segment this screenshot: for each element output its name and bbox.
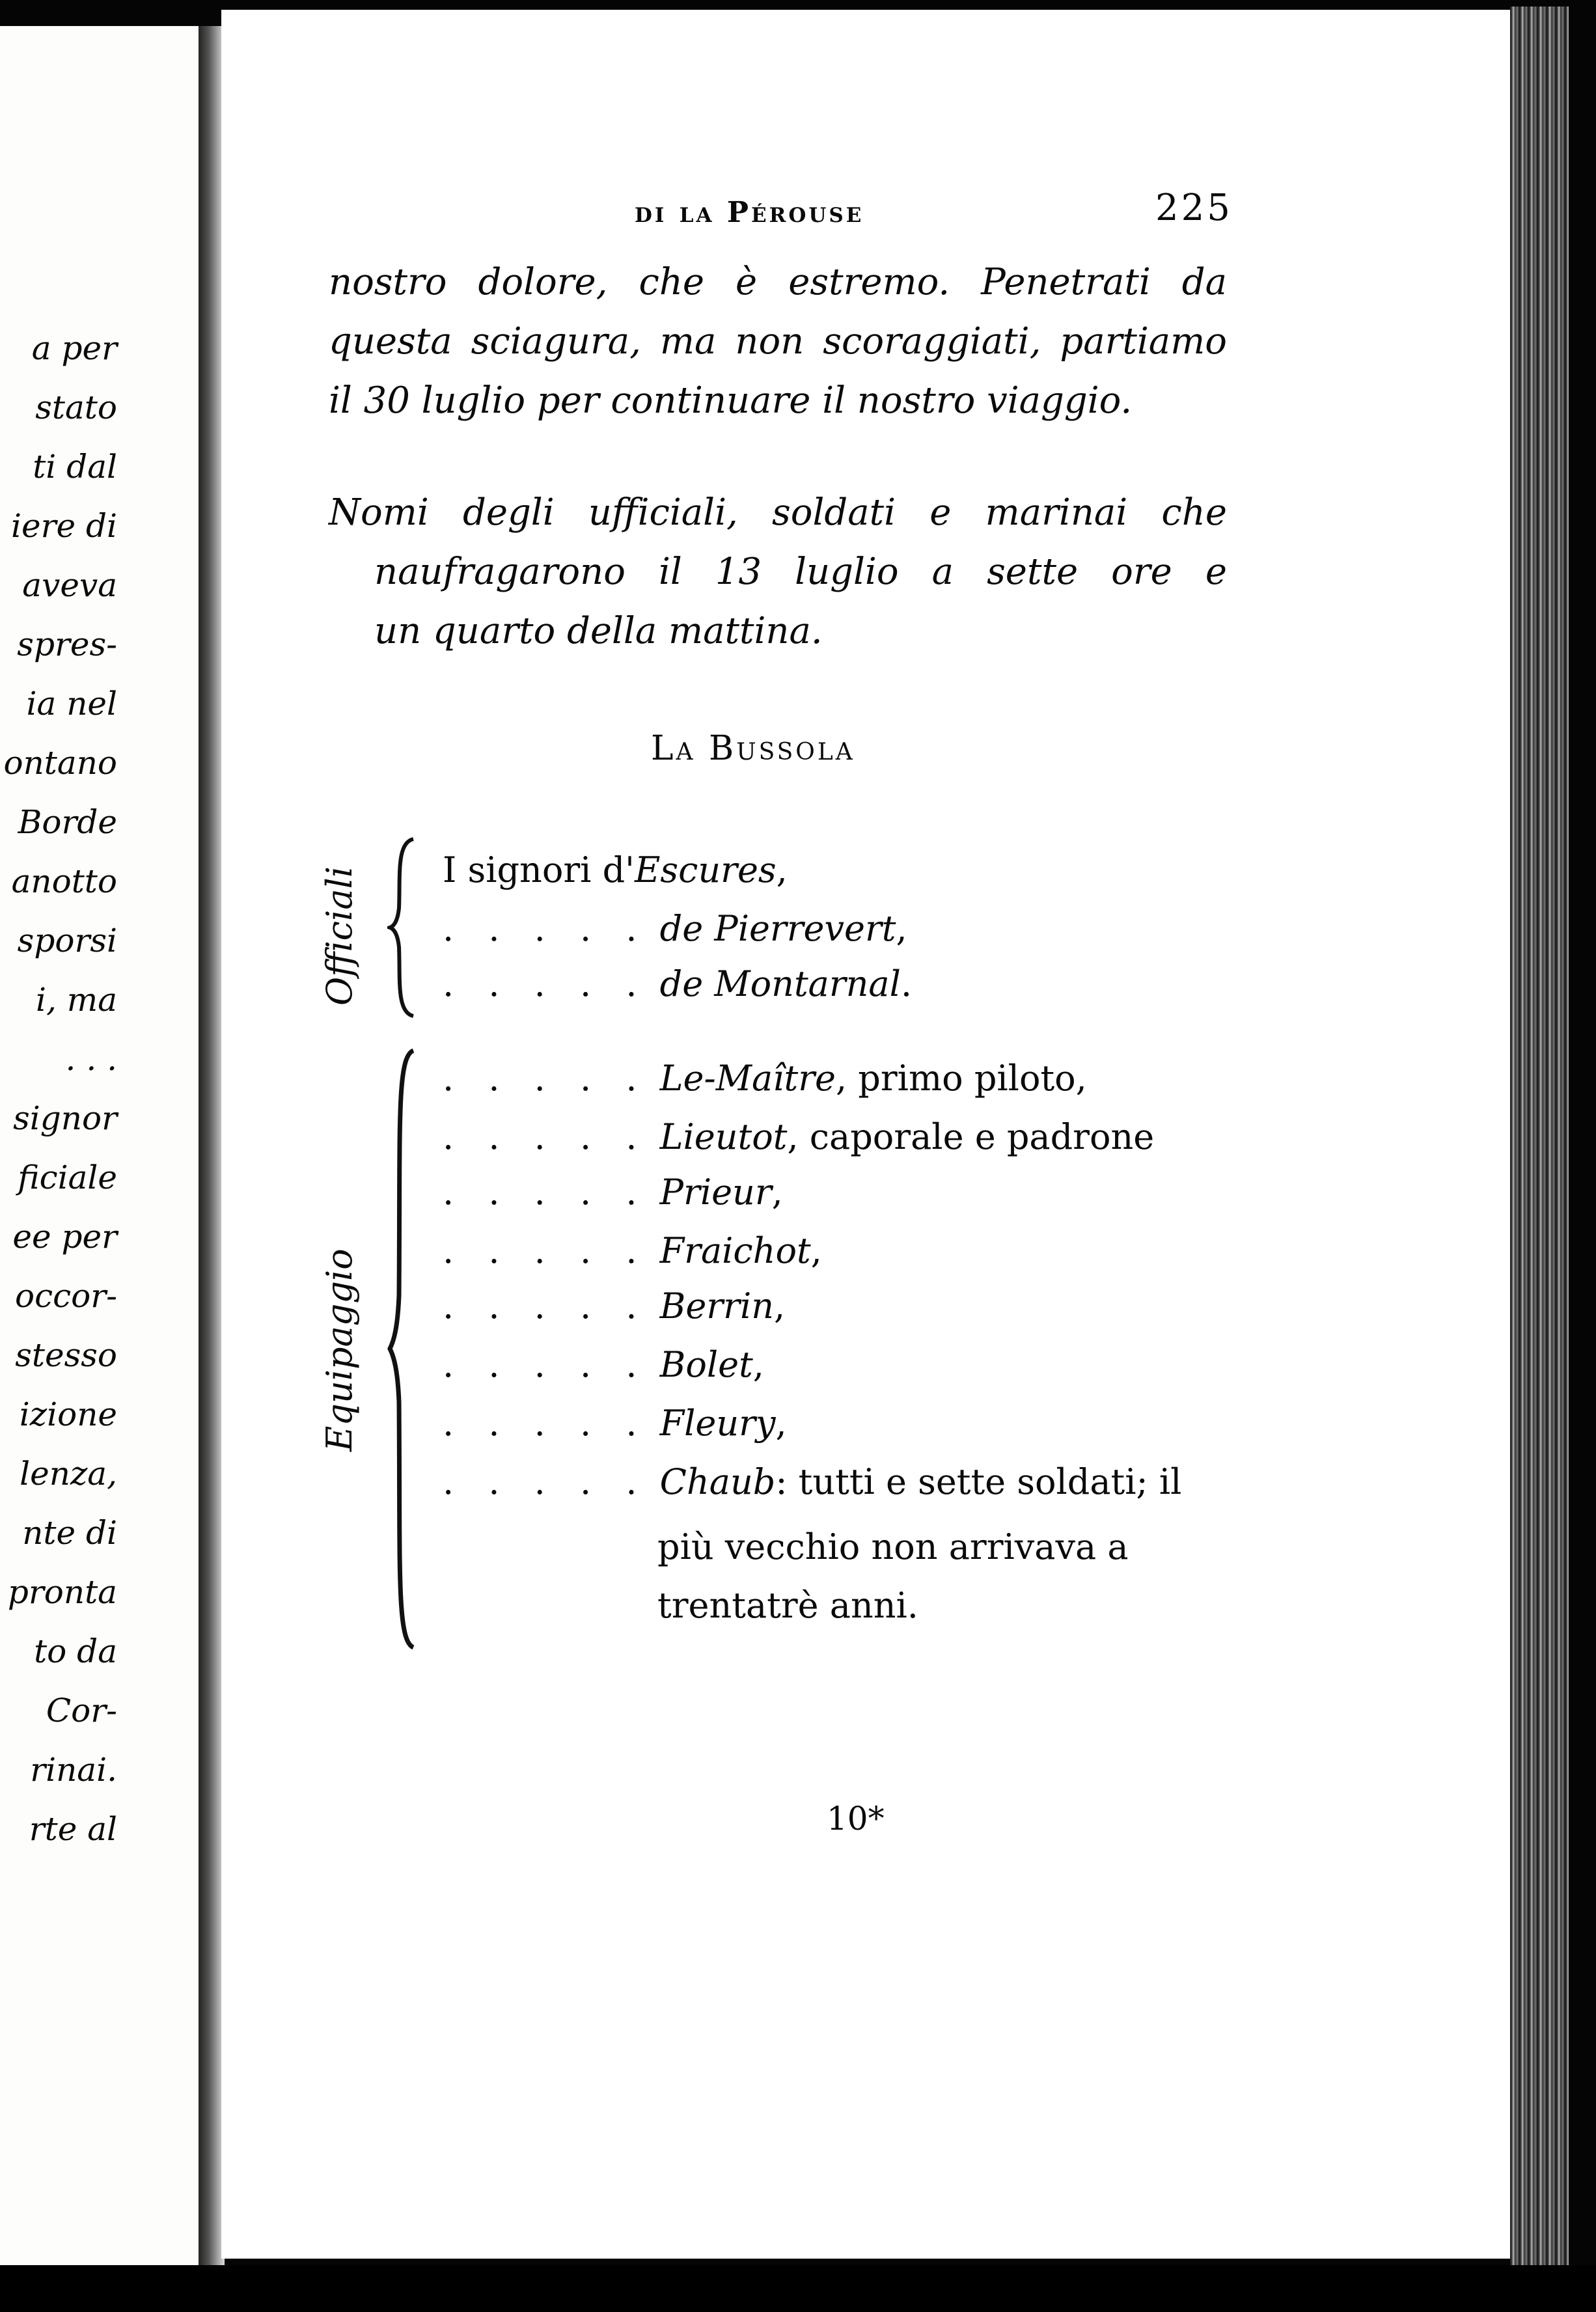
book-page-edges bbox=[1510, 7, 1569, 2265]
left-page-line: . . . bbox=[65, 1040, 117, 1078]
text-line: un quarto della mattina. bbox=[374, 610, 823, 652]
left-page-line: stesso bbox=[15, 1336, 117, 1374]
left-page-line: rinai. bbox=[30, 1751, 117, 1789]
left-page-line: ee per bbox=[12, 1218, 117, 1256]
left-page-line: stato bbox=[35, 389, 117, 426]
left-page-line: ia nel bbox=[26, 685, 117, 722]
left-page-line: rte al bbox=[29, 1810, 117, 1848]
officers-label: Officiali bbox=[319, 866, 360, 1006]
running-title: di la Pérouse bbox=[635, 196, 864, 229]
left-page-line: iere di bbox=[11, 507, 117, 545]
left-page-line: i, ma bbox=[36, 981, 117, 1019]
crew-note-line: trentatrè anni. bbox=[657, 1585, 918, 1626]
left-page-line: spres- bbox=[17, 626, 117, 663]
crew-entry: . . . . . Prieur, bbox=[443, 1172, 783, 1213]
left-page-line: anotto bbox=[11, 862, 117, 900]
left-page-line: lenza, bbox=[20, 1455, 117, 1493]
crew-brace bbox=[387, 1048, 420, 1650]
names-paragraph bbox=[329, 483, 1227, 661]
text-line: nostro dolore, che è estremo. Penetrati da bbox=[329, 261, 1227, 303]
officer-entry: I signori d'Escures, bbox=[443, 849, 788, 890]
officers-brace bbox=[387, 836, 420, 1019]
crew-entry: . . . . . Fleury, bbox=[443, 1403, 787, 1444]
crew-note-line: più vecchio non arrivava a bbox=[657, 1526, 1129, 1567]
section-heading: La Bussola bbox=[651, 729, 855, 768]
left-page-line: sporsi bbox=[17, 922, 117, 959]
left-page-line: Borde bbox=[18, 803, 117, 841]
text-line: naufragarono il 13 luglio a sette ore e bbox=[374, 551, 1227, 593]
crew-entry: . . . . . Chaub: tutti e sette soldati; il bbox=[443, 1461, 1182, 1502]
crew-entry: . . . . . Berrin, bbox=[443, 1286, 786, 1327]
left-page-line: izione bbox=[19, 1396, 117, 1433]
officer-entry: . . . . . de Pierrevert, bbox=[443, 908, 907, 949]
left-page-line: ficiale bbox=[18, 1159, 117, 1196]
crew-entry: . . . . . Bolet, bbox=[443, 1344, 764, 1385]
crew-entry: . . . . . Lieutot, caporale e padrone bbox=[443, 1116, 1155, 1157]
book-gutter bbox=[199, 26, 225, 2265]
left-page-line: ontano bbox=[3, 744, 117, 782]
crew-entry: . . . . . Fraichot, bbox=[443, 1230, 822, 1271]
text-line: questa sciagura, ma non scoraggiati, partiamo bbox=[329, 320, 1227, 363]
left-page-line: a per bbox=[31, 329, 117, 367]
left-facing-page bbox=[0, 26, 201, 2265]
signature-mark: 10* bbox=[827, 1800, 885, 1837]
scan-bottom-border bbox=[0, 2265, 1596, 2312]
left-page-line: to da bbox=[34, 1632, 117, 1670]
crew-label: Equipaggio bbox=[319, 1248, 360, 1452]
crew-entry: . . . . . Le-Maître, primo piloto, bbox=[443, 1058, 1087, 1099]
running-head bbox=[635, 187, 1233, 231]
left-page-line: occor- bbox=[14, 1277, 117, 1315]
opening-paragraph bbox=[329, 253, 1227, 430]
officer-entry: . . . . . de Montarnal. bbox=[443, 963, 913, 1004]
text-line: il 30 luglio per continuare il nostro viaggio. bbox=[329, 379, 1133, 422]
left-page-line: Cor- bbox=[46, 1692, 117, 1729]
left-page-line: pronta bbox=[7, 1573, 117, 1611]
left-page-line: nte di bbox=[22, 1514, 117, 1552]
left-page-line: aveva bbox=[22, 566, 117, 604]
left-page-line: ti dal bbox=[33, 448, 117, 486]
text-line: Nomi degli ufficiali, soldati e marinai che bbox=[329, 491, 1227, 534]
left-page-line: signor bbox=[13, 1099, 117, 1137]
page-number: 225 bbox=[1155, 187, 1233, 229]
